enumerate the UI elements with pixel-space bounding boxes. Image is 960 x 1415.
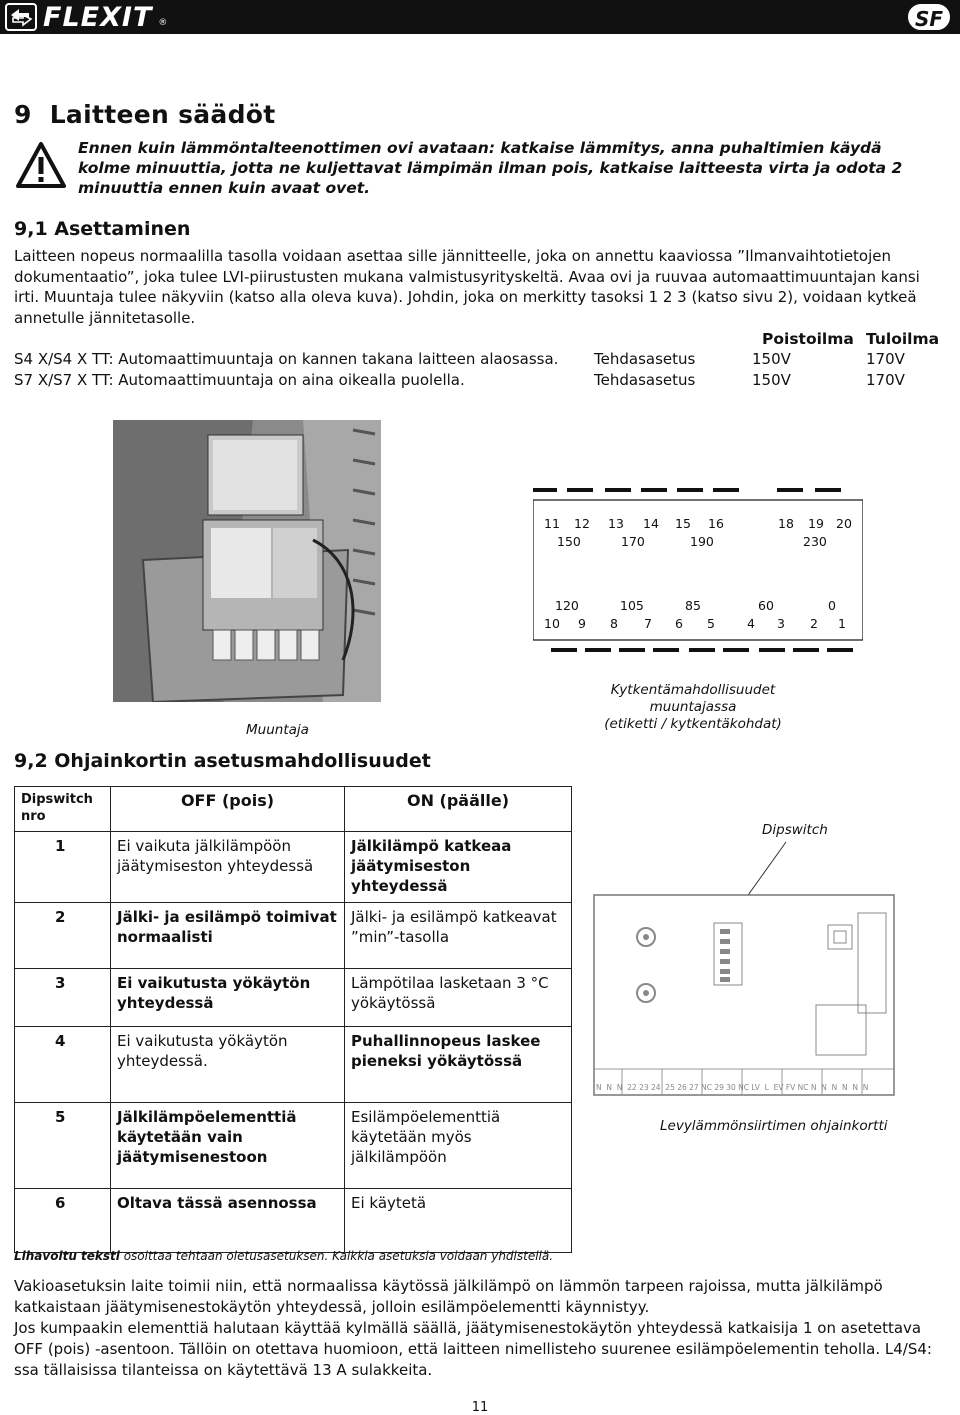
terminal-voltage: 85: [685, 598, 701, 613]
table-row: [15, 903, 572, 969]
terminal-number: 14: [643, 516, 659, 531]
terminal-number: 2: [810, 616, 818, 631]
terminal-number: 10: [544, 616, 560, 631]
terminal-number: 12: [574, 516, 590, 531]
setting-label: Tehdasasetus: [594, 371, 696, 389]
subsection-title-dipswitch: 9,2 Ohjainkortin asetusmahdollisuudet: [14, 750, 431, 772]
terminal-number: 7: [644, 616, 652, 631]
table-row: [15, 1103, 572, 1189]
flexit-arrows-icon: [5, 3, 37, 31]
terminal-voltage: 120: [555, 598, 579, 613]
column-header-exhaust: Poistoilma: [762, 330, 854, 348]
table-row: [15, 969, 572, 1027]
header-off: OFF (pois): [111, 787, 345, 832]
terminal-number: 19: [808, 516, 824, 531]
brand-name: FLEXIT: [43, 1, 153, 33]
footnote-bold: Lihavoitu teksti: [14, 1249, 120, 1263]
dip-number: 5: [15, 1103, 111, 1189]
terminal-number: 16: [708, 516, 724, 531]
table-header-row: [15, 787, 572, 832]
supply-voltage: 170V: [866, 350, 905, 368]
table-row: [15, 1189, 572, 1253]
dipswitch-table: [14, 786, 572, 1253]
header-dipswitch-no: Dipswitch nro: [15, 787, 111, 832]
dip-off: Ei vaikuta jälkilämpöön jäätymiseston yhteydessä: [111, 832, 345, 903]
registered-mark: ®: [158, 18, 168, 28]
terminal-number: 4: [747, 616, 755, 631]
transformer-caption: Muuntaja: [246, 722, 309, 738]
dip-number: 1: [15, 832, 111, 903]
terminal-caption: [568, 682, 818, 733]
page-number: 11: [471, 1400, 489, 1415]
table-row: [15, 1027, 572, 1103]
body-paragraph-2: Jos kumpaakin elementtiä halutaan käyttää kylmällä säällä, jäätymisenestokäytön yhteydessä katkaisija 1 on asetettava OFF (pois) -asentoon. Tällöin on otettava huomioon, että laitteen nimellisteho suurenee esilämpöelementin teholla. L4/S4: ssa tällaisissa tilanteissa on käytettävä 13 A sulakkeita.: [14, 1319, 932, 1379]
exhaust-voltage: 150V: [752, 350, 791, 368]
body-paragraph-1: Vakioasetuksin laite toimii niin, että normaalissa käytössä jälkilämpö on lämmön tarpeen rajoissa, mutta jälkilämpö katkaistaan jäätymisenestokäytön yhteydessä, jolloin esilämpöelementti käynnistyy.: [14, 1277, 883, 1316]
terminal-voltage: 150: [557, 534, 581, 549]
dip-on: Puhallinnopeus laskee pieneksi yökäytössä: [345, 1027, 572, 1103]
dip-number: 6: [15, 1189, 111, 1253]
dip-off: Ei vaikutusta yökäytön yhteydessä: [111, 969, 345, 1027]
dip-on: Lämpötilaa lasketaan 3 °C yökäytössä: [345, 969, 572, 1027]
exhaust-voltage: 150V: [752, 371, 791, 389]
footnote-text: osoittaa tehtaan oletusasetuksen. Kaikkia asetuksia voidaan yhdistellä.: [119, 1249, 554, 1263]
terminal-voltage: 230: [803, 534, 827, 549]
language-badge: SF: [906, 2, 952, 32]
terminal-voltage: 60: [758, 598, 774, 613]
model-row-s7: S7 X/S7 X TT: Automaattimuuntaja on aina oikealla puolella.: [14, 371, 465, 389]
dip-off: Ei vaikutusta yökäytön yhteydessä.: [111, 1027, 345, 1103]
terminal-number: 1: [838, 616, 846, 631]
dip-off: Jälki- ja esilämpö toimivat normaalisti: [111, 903, 345, 969]
warning-icon: [16, 141, 66, 189]
dip-on: Esilämpöelementtiä käytetään myös jälkilämpöön: [345, 1103, 572, 1189]
terminal-voltage: 170: [621, 534, 645, 549]
dip-number: 2: [15, 903, 111, 969]
terminal-voltage: 105: [620, 598, 644, 613]
section-title: 9 Laitteen säädöt: [14, 100, 276, 129]
setting-label: Tehdasasetus: [594, 350, 696, 368]
dip-off: Jälkilämpöelementtiä käytetään vain jäätymisenestoon: [111, 1103, 345, 1189]
terminal-number: 5: [707, 616, 715, 631]
warning-text: Ennen kuin lämmöntalteenottimen ovi avataan: katkaise lämmitys, anna puhaltimien käydä kolme minuuttia, jotta ne kuljettavat lämpimän ilman pois, katkaise laitteesta virta ja odota 2 minuuttia ennen kuin avaat ovet.: [78, 139, 903, 197]
dip-on: Jälkilämpö katkeaa jäätymiseston yhteydessä: [345, 832, 572, 903]
transformer-photo: [113, 420, 381, 702]
terminal-label-diagram: [533, 480, 863, 665]
terminal-voltage: 190: [690, 534, 714, 549]
footnote: [14, 1249, 553, 1263]
dip-number: 3: [15, 969, 111, 1027]
terminal-number: 3: [777, 616, 785, 631]
column-header-supply: Tuloilma: [866, 330, 940, 348]
model-row-s4: S4 X/S4 X TT: Automaattimuuntaja on kannen takana laitteen alaosassa.: [14, 350, 559, 368]
terminal-number: 9: [578, 616, 586, 631]
terminal-voltage: 0: [828, 598, 836, 613]
board-terminal-labels: N N N 22 23 24 25 26 27 NC 29 30 NC LV L EV FV NC N N N N N N: [596, 1083, 869, 1092]
table-row: [15, 832, 572, 903]
adjustment-paragraph: Laitteen nopeus normaalilla tasolla voidaan asettaa sille jännitteelle, joka on annettu kaaviossa ”Ilmanvaihtotietojen dokumentaatio”, joka tulee LVI-piirustusten mukana valmistusyrityskeltä. Avaa ovi ja ruuvaa automaattimuuntajan kansi irti. Muuntaja tulee näkyviin (katso alla oleva kuva). Johdin, joka on merkitty tasoksi 1 2 3 (katso sivu 2), voidaan kytkeä annetulle jännitetasolle.: [14, 247, 920, 327]
dip-number: 4: [15, 1027, 111, 1103]
body-text: [14, 1276, 944, 1381]
subsection-title-adjustment: 9,1 Asettaminen: [14, 218, 191, 240]
terminal-number: 6: [675, 616, 683, 631]
dip-on: Ei käytetä: [345, 1189, 572, 1253]
terminal-number: 11: [544, 516, 560, 531]
board-caption: Levylämmönsiirtimen ohjainkortti: [660, 1118, 888, 1134]
terminal-number: 15: [675, 516, 691, 531]
dip-off: Oltava tässä asennossa: [111, 1189, 345, 1253]
brand-logo: [5, 3, 167, 31]
terminal-caption-line-2: (etiketti / kytkentäkohdat): [604, 716, 782, 732]
terminal-number: 18: [778, 516, 794, 531]
dipswitch-caption: Dipswitch: [762, 822, 828, 838]
dip-on: Jälki- ja esilämpö katkeavat ”min”-tasolla: [345, 903, 572, 969]
terminal-caption-line-1: Kytkentämahdollisuudet muuntajassa: [610, 682, 776, 715]
terminal-number: 13: [608, 516, 624, 531]
terminal-number: 8: [610, 616, 618, 631]
header-on: ON (päälle): [345, 787, 572, 832]
terminal-number: 20: [836, 516, 852, 531]
supply-voltage: 170V: [866, 371, 905, 389]
control-board-diagram: [592, 893, 897, 1103]
